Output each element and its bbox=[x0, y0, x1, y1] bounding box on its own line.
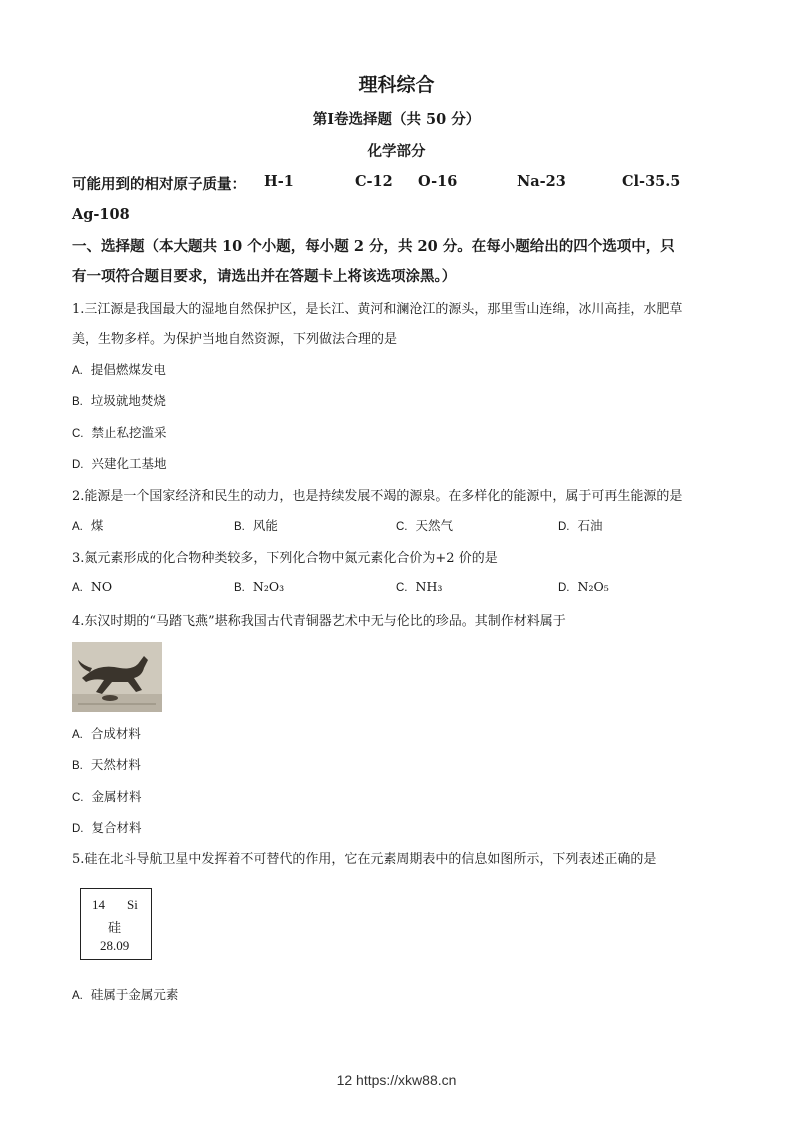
question-2-option-a: A. 煤 bbox=[72, 518, 104, 533]
question-4-option-a: A. 合成材料 bbox=[72, 726, 141, 741]
question-1-option-c: C. 禁止私挖滥采 bbox=[72, 425, 167, 440]
question-5-stem: 5.硅在北斗导航卫星中发挥着不可替代的作用，它在元素周期表中的信息如图所示，下列表述正确的是 bbox=[72, 852, 657, 867]
question-2-option-d: D. 石油 bbox=[558, 518, 603, 533]
question-3-option-d: D. N₂O₅ bbox=[558, 579, 609, 594]
footer-url: https://xkw88.cn bbox=[356, 1072, 457, 1088]
question-1-stem-line1: 1.三江源是我国最大的湿地自然保护区，是长江、黄河和澜沧江的源头，那里雪山连绵，冰川高挂，水肥草 bbox=[72, 302, 683, 317]
question-2-stem: 2.能源是一个国家经济和民生的动力，也是持续发展不竭的源泉。在多样化的能源中，属于可再生能源的是 bbox=[72, 489, 683, 504]
question-3-option-a: A. NO bbox=[72, 579, 113, 594]
question-3-option-b: B. N₂O₃ bbox=[234, 579, 285, 594]
atomic-mass: 28.09 bbox=[100, 938, 130, 953]
atomic-mass-item: C-12 bbox=[355, 173, 393, 190]
atomic-mass-item: H-1 bbox=[264, 173, 294, 190]
atomic-masses-label: 可能用到的相对原子质量： bbox=[72, 176, 246, 193]
atomic-mass-item: O-16 bbox=[418, 173, 458, 190]
element-symbol: Si bbox=[127, 897, 138, 912]
question-1-option-b: B. 垃圾就地焚烧 bbox=[72, 393, 166, 408]
page-title: 理科综合 bbox=[358, 74, 435, 96]
question-4-stem: 4.东汉时期的“马踏飞燕”堪称我国古代青铜器艺术中无与伦比的珍品。其制作材料属于 bbox=[72, 614, 566, 629]
galloping-horse-icon bbox=[72, 642, 162, 712]
periodic-table-cell bbox=[80, 888, 152, 960]
question-4-option-d: D. 复合材料 bbox=[72, 820, 142, 835]
question-3-option-c: C. NH₃ bbox=[396, 579, 443, 594]
question-2-option-b: B. 风能 bbox=[234, 518, 278, 533]
question-1-stem-line2: 美，生物多样。为保护当地自然资源，下列做法合理的是 bbox=[72, 332, 398, 347]
atomic-mass-item: Ag-108 bbox=[72, 206, 130, 223]
question-1-option-a: A. 提倡燃煤发电 bbox=[72, 362, 166, 377]
question-2-option-c: C. 天然气 bbox=[396, 518, 454, 533]
element-name: 硅 bbox=[108, 920, 122, 935]
question-3-stem: 3.氮元素形成的化合物种类较多，下列化合物中氮元素化合价为+2 价的是 bbox=[72, 551, 498, 566]
atomic-mass-item: Na-23 bbox=[517, 173, 566, 190]
part-one-instructions-line1: 一、选择题（本大题共 10 个小题，每小题 2 分，共 20 分。在每小题给出的四个选项中，只 bbox=[72, 238, 675, 255]
page-footer bbox=[0, 1072, 793, 1088]
section-heading: 化学部分 bbox=[367, 143, 426, 160]
exam-subtitle: 第Ⅰ卷选择题（共 50 分） bbox=[312, 111, 481, 128]
bronze-horse-photo bbox=[72, 642, 162, 712]
question-1-option-d: D. 兴建化工基地 bbox=[72, 456, 167, 471]
atomic-number: 14 bbox=[92, 897, 105, 912]
part-one-instructions-line2: 有一项符合题目要求，请选出并在答题卡上将该选项涂黑。） bbox=[72, 268, 457, 285]
question-4-option-c: C. 金属材料 bbox=[72, 789, 142, 804]
atomic-mass-item: Cl-35.5 bbox=[622, 173, 681, 190]
question-5-option-a: A. 硅属于金属元素 bbox=[72, 987, 179, 1002]
page-number: 12 bbox=[336, 1072, 353, 1088]
question-4-option-b: B. 天然材料 bbox=[72, 757, 141, 772]
